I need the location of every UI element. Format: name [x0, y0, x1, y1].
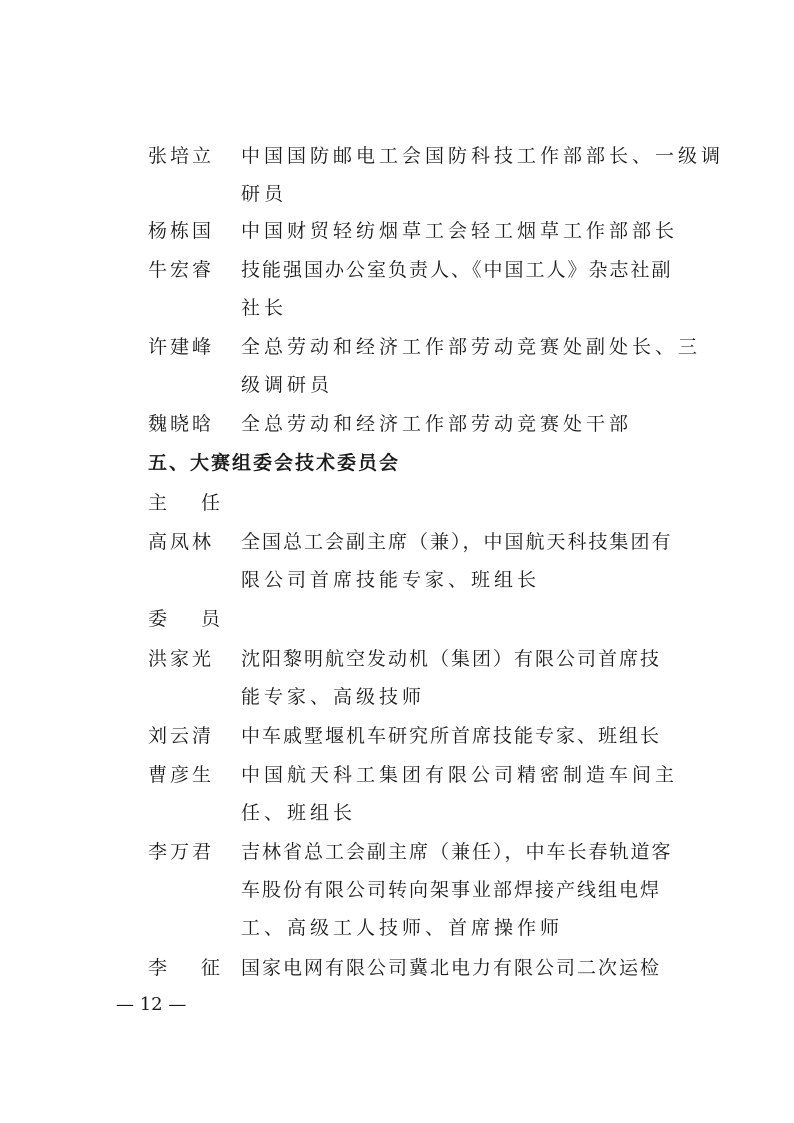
member-entry	[148, 137, 725, 213]
member-title: 技能强国办公室负责人、《中国工人》杂志社副	[241, 259, 673, 281]
member-name: 许建峰	[148, 336, 215, 358]
member-title: 国家电网有限公司冀北电力有限公司二次运检	[241, 957, 662, 979]
member-title: 全总劳动和经济工作部劳动竞赛处副处长、三	[241, 336, 702, 358]
member-entry	[148, 251, 708, 327]
member-entry	[148, 328, 708, 404]
section-heading: 五、大赛组委会技术委员会	[148, 452, 401, 474]
page-number: — 12 —	[116, 994, 187, 1015]
member-name: 洪家光	[148, 648, 215, 670]
member-title-continued: 社长	[241, 297, 288, 319]
member-entry	[148, 405, 708, 443]
member-title-continued: 研员	[241, 183, 288, 205]
director-label: 主任	[148, 492, 255, 514]
member-entry	[148, 212, 708, 250]
member-title: 全总劳动和经济工作部劳动竞赛处干部	[241, 413, 633, 435]
director-entry	[148, 523, 708, 599]
member-entry	[148, 833, 708, 947]
member-name: 李万君	[148, 841, 215, 863]
member-title-continued: 车股份有限公司转向架事业部焊接产线组电焊	[241, 879, 662, 901]
member-title-continued: 能专家、高级技师	[241, 686, 426, 708]
director-title-continued: 限公司首席技能专家、班组长	[241, 569, 541, 591]
member-title-continued: 任、班组长	[241, 802, 357, 824]
director-title: 全国总工会副主席（兼），中国航天科技集团有	[241, 531, 673, 553]
member-title: 中国财贸轻纺烟草工会轻工烟草工作部部长	[241, 220, 679, 242]
member-entry	[148, 756, 708, 832]
member-name: 张培立	[148, 145, 215, 167]
member-name: 牛宏睿	[148, 259, 215, 281]
member-title: 中国国防邮电工会国防科技工作部部长、一级调	[241, 145, 725, 167]
director-name: 高凤林	[148, 531, 215, 553]
member-title-continued: 级调研员	[241, 374, 334, 396]
member-title: 中国航天科工集团有限公司精密制造车间主	[241, 764, 679, 786]
members-label: 委员	[148, 608, 255, 630]
member-title: 吉林省总工会副主席（兼任），中车长春轨道客	[241, 841, 673, 863]
member-name: 刘云清	[148, 725, 215, 747]
member-title-continued: 工、高级工人技师、首席操作师	[241, 917, 564, 939]
member-name: 魏晓晗	[148, 413, 215, 435]
member-entry	[148, 640, 708, 716]
member-name: 杨栋国	[148, 220, 215, 242]
member-title: 中车戚墅堰机车研究所首席技能专家、班组长	[241, 725, 662, 747]
member-name: 李征	[148, 957, 255, 979]
member-title: 沈阳黎明航空发动机（集团）有限公司首席技	[241, 648, 662, 670]
member-entry	[148, 717, 708, 755]
member-entry	[148, 949, 708, 987]
member-name: 曹彦生	[148, 764, 215, 786]
